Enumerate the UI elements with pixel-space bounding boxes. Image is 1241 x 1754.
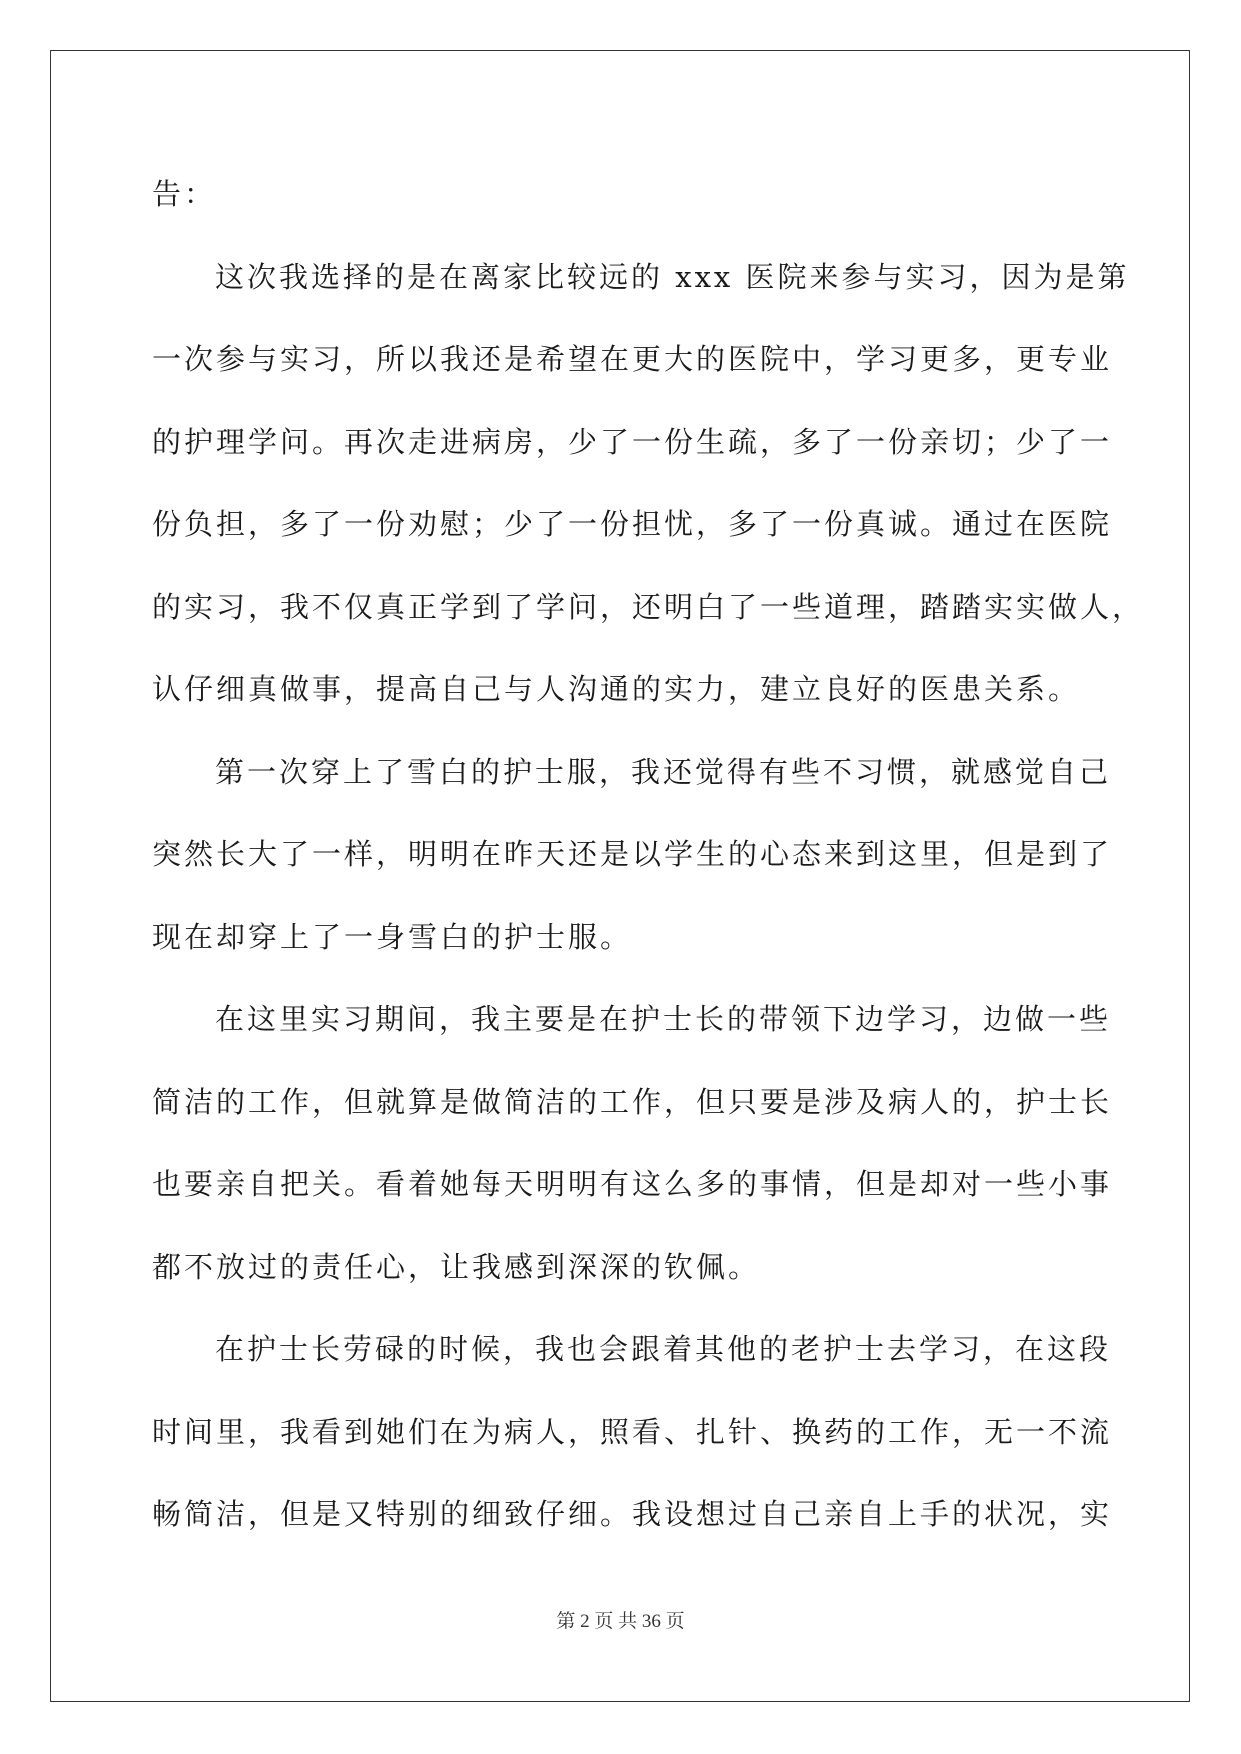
- text-line: 这次我选择的是在离家比较远的 xxx 医院来参与实习，因为是第: [215, 259, 1130, 294]
- text-line: 现在却穿上了一身雪白的护士服。: [152, 919, 633, 954]
- text-line: 的护理学问。再次走进病房，少了一份生疏，多了一份亲切；少了一: [152, 424, 1113, 459]
- text-line: 的实习，我不仅真正学到了学问，还明白了一些道理，踏踏实实做人，: [152, 589, 1145, 624]
- text-line: 在这里实习期间，我主要是在护士长的带领下边学习，边做一些: [215, 1002, 1112, 1036]
- text-line: 突然长大了一样，明明在昨天还是以学生的心态来到这里，但是到了: [152, 837, 1113, 871]
- text-line: 也要亲自把关。看着她每天明明有这么多的事情，但是却对一些小事: [152, 1167, 1113, 1201]
- text-line: 一次参与实习，所以我还是希望在更大的医院中，学习更多，更专业: [152, 342, 1113, 376]
- page-number-footer: 第 2 页 共 36 页: [556, 1611, 685, 1632]
- text-line: 第一次穿上了雪白的护士服，我还觉得有些不习惯，就感觉自己: [215, 754, 1112, 789]
- text-line: 畅简洁，但是又特别的细致仔细。我设想过自己亲自上手的状况，实: [152, 1497, 1113, 1531]
- text-line: 认仔细真做事，提高自己与人沟通的实力，建立良好的医患关系。: [152, 672, 1081, 706]
- text-line: 在护士长劳碌的时候，我也会跟着其他的老护士去学习，在这段: [215, 1332, 1112, 1366]
- text-line: 份负担，多了一份劝慰；少了一份担忧，多了一份真诚。通过在医院: [152, 507, 1113, 541]
- text-line: 简洁的工作，但就算是做简洁的工作，但只要是涉及病人的，护士长: [152, 1084, 1113, 1119]
- document-body: [152, 158, 1145, 1561]
- text-line: 都不放过的责任心，让我感到深深的钦佩。: [152, 1249, 761, 1284]
- text-line: 时间里，我看到她们在为病人，照看、扎针、换药的工作，无一不流: [152, 1414, 1113, 1449]
- text-line: 告：: [152, 177, 217, 211]
